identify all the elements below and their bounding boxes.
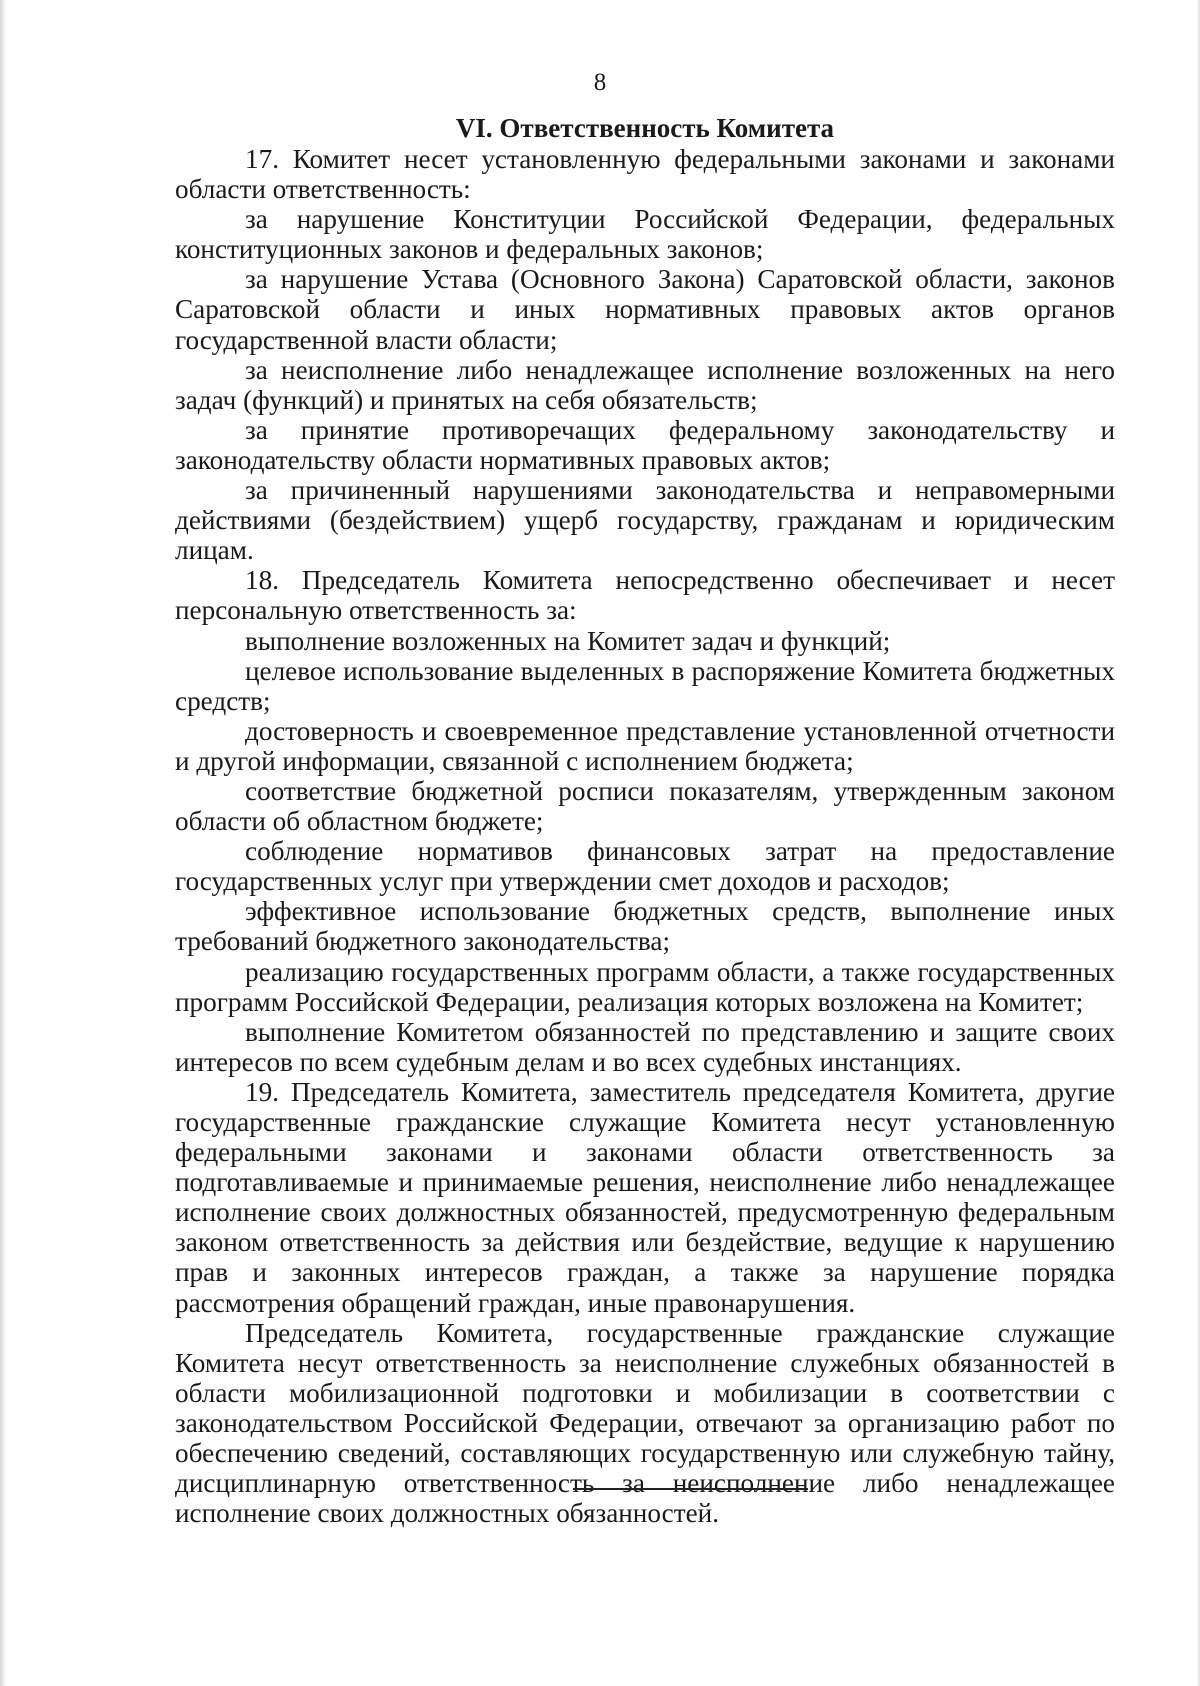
- paragraph-19-continued: Председатель Комитета, государственные гражданские служащие Комитета несут ответственность за неисполнение служебных обязанностей в области мобилизационной подготовки и мобилизации в соответствии с законодательством Российской Федерации, отвечают за организацию работ по обеспечению сведений, составляющих государственную или служебную тайну, дисциплинарную ответственность за неисполнение либо ненадлежащее исполнение своих должностных обязанностей.: [175, 1317, 1115, 1529]
- page-number: 8: [593, 69, 607, 96]
- list-item: за нарушение Конституции Российской Федерации, федеральных конституционных законов и федеральных законов;: [175, 204, 1115, 265]
- list-item: достоверность и своевременное представление установленной отчетности и другой информации, связанной с исполнением бюджета;: [175, 715, 1115, 776]
- list-item: за принятие противоречащих федеральному законодательству и законодательству области нормативных правовых актов;: [175, 414, 1115, 475]
- scan-left-edge: [0, 0, 6, 1686]
- list-item: соблюдение нормативов финансовых затрат на предоставление государственных услуг при утверждении смет доходов и расходов;: [175, 836, 1115, 897]
- list-item: соответствие бюджетной росписи показателям, утвержденным законом области об областном бюджете;: [175, 775, 1115, 837]
- scan-right-edge: [1196, 0, 1200, 1686]
- list-item: за нарушение Устава (Основного Закона) Саратовской области, законов Саратовской области и иных нормативных правовых актов органов государственной власти области;: [175, 264, 1115, 355]
- paragraph-17: 17. Комитет несет установленную федеральными законами и законами области ответственность:: [175, 144, 1115, 205]
- paragraph-19: 19. Председатель Комитета, заместитель председателя Комитета, другие государственные гражданские служащие Комитета несут установленную федеральными законами и законами области ответственность за подготавливаемые и принимаемые решения, неисполнение либо ненадлежащее исполнение своих должностных обязанностей, предусмотренную федеральным законом ответственность за действия или бездействие, ведущие к нарушению прав и законных интересов граждан, а также за нарушение порядка рассмотрения обращений граждан, иные правонарушения.: [175, 1076, 1115, 1318]
- list-item: за причиненный нарушениями законодательства и неправомерными действиями (бездействием) ущерб государству, гражданам и юридическим лицам.: [175, 475, 1115, 566]
- list-item: эффективное использование бюджетных средств, выполнение иных требований бюджетного законодательства;: [175, 896, 1115, 957]
- list-item: за неисполнение либо ненадлежащее исполнение возложенных на него задач (функций) и принятых на себя обязательств;: [175, 354, 1115, 415]
- section-title: VI. Ответственность Комитета: [455, 113, 835, 143]
- list-item: целевое использование выделенных в распоряжение Комитета бюджетных средств;: [175, 655, 1115, 716]
- list-item: выполнение возложенных на Комитет задач и функций;: [245, 625, 891, 656]
- document-body: [175, 144, 1115, 1528]
- paragraph-18: 18. Председатель Комитета непосредственно обеспечивает и несет персональную ответственность за:: [175, 565, 1115, 626]
- list-item: реализацию государственных программ области, а также государственных программ Российской Федерации, реализация которых возложена на Комитет;: [175, 956, 1115, 1017]
- list-item: выполнение Комитетом обязанностей по представлению и защите своих интересов по всем судебным делам и во всех судебных инстанциях.: [175, 1016, 1115, 1077]
- end-separator-line: [573, 1488, 808, 1490]
